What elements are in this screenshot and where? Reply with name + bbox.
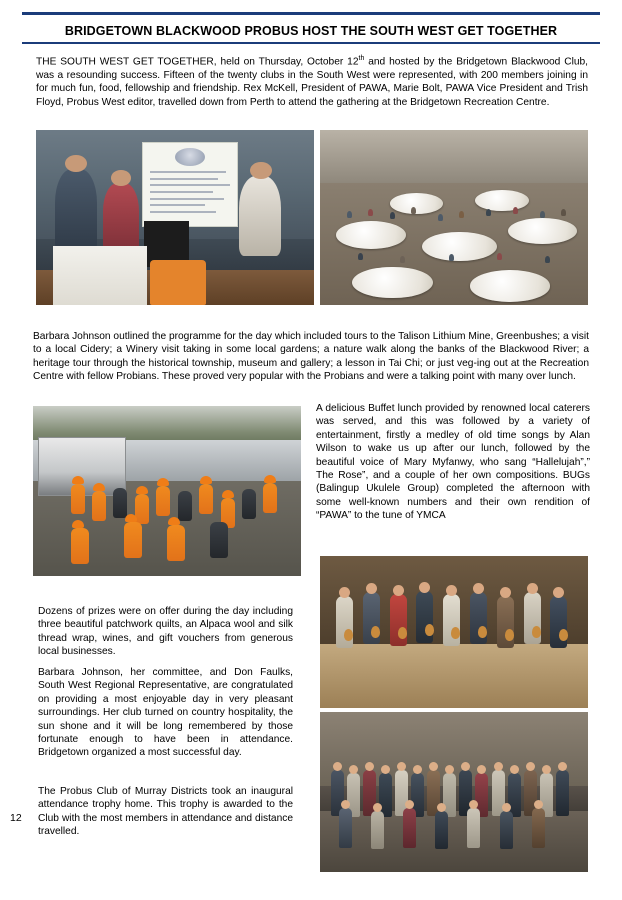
page-title: BRIDGETOWN BLACKWOOD PROBUS HOST THE SOUTH WEST GET TOGETHER <box>64 24 558 38</box>
speaker-centre-head <box>111 170 130 186</box>
page-number: 12 <box>10 812 22 824</box>
title-underline-rule <box>22 42 600 44</box>
intro-text-after: and hosted by the Bridgetown Blackwood Club, was a resounding success. Fifteen of the twenty clubs in the South West were represented, with 200 members joining in for much fun, food, fellowship and friendship. Rex McKell, President of PAWA, Marie Bolt, PAWA Vice President and Trish Floyd, Probus West editor, travelled down from Perth to attend the gathering at the Bridgetown Recreation Centre. <box>36 56 588 108</box>
round-table <box>470 270 550 302</box>
presentation-photo <box>36 130 314 305</box>
orange-chair <box>150 260 206 306</box>
speaker-right <box>239 176 281 257</box>
speaker-left <box>55 169 97 253</box>
intro-ordinal-suffix: th <box>358 55 365 62</box>
banquet-wall <box>320 130 588 183</box>
paragraph-prizes: Dozens of prizes were on offer during the day including three beautiful patchwork quilts, an Alpaca wool and silk thread wrap, wines, and gift vouchers from generous local businesses. <box>38 606 293 658</box>
bus-tour-photo <box>33 406 301 576</box>
round-table <box>336 221 406 249</box>
paragraph-buffet: A delicious Buffet lunch provided by renowned local caterers was served, and this was followed by a variety of entertainment, firstly a medley of old time songs by Alan Wilson to wake us up after our lunch, followed by the beautiful voice of Mary Myfanwy, who sang “Hallelujah”,” The Rose”, and a couple of her own compositions. BUGs (Balingup Ukulele Group) completed the afternoon with some well-known numbers and their own rendition of “PAWA” to the tune of YMCA <box>316 403 590 522</box>
paragraph-congratulations: Barbara Johnson, her committee, and Don Faulks, South West Regional Representative, are congratulated on providing a most enjoyable day in very pleasant surroundings. Her club turned on country hospitality, the sun shone and it will be long remembered by those fortunate enough to have been in attendance. Bridgetown organized a most successful day. <box>38 667 293 759</box>
stage-floor <box>320 644 588 708</box>
round-table <box>352 267 432 299</box>
projection-screen <box>142 142 239 226</box>
round-table <box>390 193 444 214</box>
round-table <box>508 218 578 244</box>
paragraph-programme: Barbara Johnson outlined the programme for the day which included tours to the Talison Lithium Mine, Greenbushes; a visit to a local Cidery; a Winery visit taking in some local gardens; a nature walk along the banks of the Blackwood River; a heritage tour through the historical township, museum and gallery; a lesson in Tai Chi; or just veg-ing out at the Recreation Centre with fellow Probians. These proved very popular with the Probians and were a talking point with many over lunch. <box>33 331 589 383</box>
covered-table <box>53 246 148 306</box>
banquet-hall-photo <box>320 130 588 305</box>
ukulele-band-photo <box>320 556 588 708</box>
speaker-right-head <box>250 162 272 180</box>
round-table <box>475 190 529 211</box>
paragraph-intro <box>36 52 588 109</box>
top-divider-rule <box>22 12 600 15</box>
speaker-centre <box>103 183 139 253</box>
group-photo <box>320 712 588 872</box>
screen-crest <box>175 148 205 166</box>
group-floor <box>320 811 588 872</box>
round-table <box>422 232 497 262</box>
intro-text-before: THE SOUTH WEST GET TOGETHER, held on Thursday, October 12 <box>36 56 359 68</box>
paragraph-trophy: The Probus Club of Murray Districts took an inaugural attendance trophy home. This trophy is awarded to the Club with the most members in attendance and distance travelled. <box>38 786 293 838</box>
